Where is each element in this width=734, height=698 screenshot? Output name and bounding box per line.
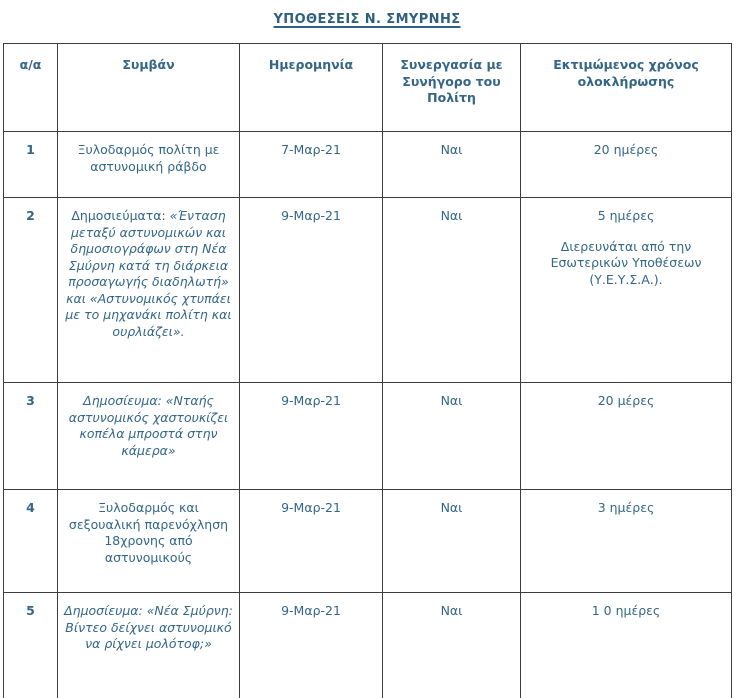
table-row <box>4 132 732 198</box>
cell-time <box>521 383 732 490</box>
event-text: Ξυλοδαρμός και σεξουαλική παρενόχληση 18χρονης από αστυνομικούς <box>68 500 229 565</box>
cell-cooperation: Ναι <box>383 198 521 383</box>
header-cooperation: Συνεργασία με Συνήγορο του Πολίτη <box>383 44 521 132</box>
table-row <box>4 593 732 698</box>
time-note: Διερευνάται από την Εσωτερικών Υποθέσεων (Υ.Ε.Υ.Σ.Α.). <box>550 238 702 287</box>
cell-event <box>58 593 240 698</box>
cell-time <box>521 132 732 198</box>
time-text: 3 ημέρες <box>597 500 655 515</box>
table-header-row <box>4 44 732 132</box>
table-row <box>4 198 732 383</box>
event-quote-text: «Ένταση μεταξύ αστυνομικών και δημοσιογράφων στη Νέα Σμύρνη κατά τη διάρκεια προσαγωγής διαδηλωτή» και «Αστυνομικός χτυπάει με το μηχανάκι πολίτη και ουρλιάζει». <box>65 208 232 339</box>
page-title: ΥΠΟΘΕΣΕΙΣ Ν. ΣΜΥΡΝΗΣ <box>273 12 461 27</box>
cell-event <box>58 490 240 593</box>
cell-date: 9-Μαρ-21 <box>240 383 383 490</box>
cell-event <box>58 383 240 490</box>
time-text: 20 ημέρες <box>593 142 659 157</box>
time-text: 20 μέρες <box>597 393 655 408</box>
cell-time <box>521 198 732 383</box>
cell-date: 9-Μαρ-21 <box>240 490 383 593</box>
event-text: Ξυλοδαρμός πολίτη με αστυνομική ράβδο <box>77 142 220 174</box>
cell-date: 9-Μαρ-21 <box>240 593 383 698</box>
cell-time <box>521 593 732 698</box>
event-text: Δημοσιεύματα: <box>71 208 170 223</box>
event-quote-text: Δημοσίευμα: «Νέα Σμύρνη: Βίντεο δείχνει αστυνομικό να ρίχνει μολότοφ;» <box>64 603 233 651</box>
cell-num: 3 <box>4 383 58 490</box>
cell-cooperation: Ναι <box>383 593 521 698</box>
cell-cooperation: Ναι <box>383 490 521 593</box>
table-row <box>4 490 732 593</box>
cell-event <box>58 132 240 198</box>
time-text: 5 ημέρες <box>597 208 655 223</box>
cell-num: 5 <box>4 593 58 698</box>
cases-table <box>3 43 732 698</box>
cell-event <box>58 198 240 383</box>
header-num: α/α <box>4 44 58 132</box>
cell-num: 2 <box>4 198 58 383</box>
cell-date: 7-Μαρ-21 <box>240 132 383 198</box>
event-quote-text: Δημοσίευμα: «Νταής αστυνομικός χαστουκίζει κοπέλα μπροστά στην κάμερα» <box>68 393 229 458</box>
table-row <box>4 383 732 490</box>
cell-cooperation: Ναι <box>383 132 521 198</box>
time-text: 1 0 ημέρες <box>591 603 661 618</box>
header-event: Συμβάν <box>58 44 240 132</box>
cell-cooperation: Ναι <box>383 383 521 490</box>
cell-time <box>521 490 732 593</box>
cell-num: 4 <box>4 490 58 593</box>
header-time: Εκτιμώμενος χρόνος ολοκλήρωσης <box>521 44 732 132</box>
header-date: Ημερομηνία <box>240 44 383 132</box>
cell-date: 9-Μαρ-21 <box>240 198 383 383</box>
cell-num: 1 <box>4 132 58 198</box>
